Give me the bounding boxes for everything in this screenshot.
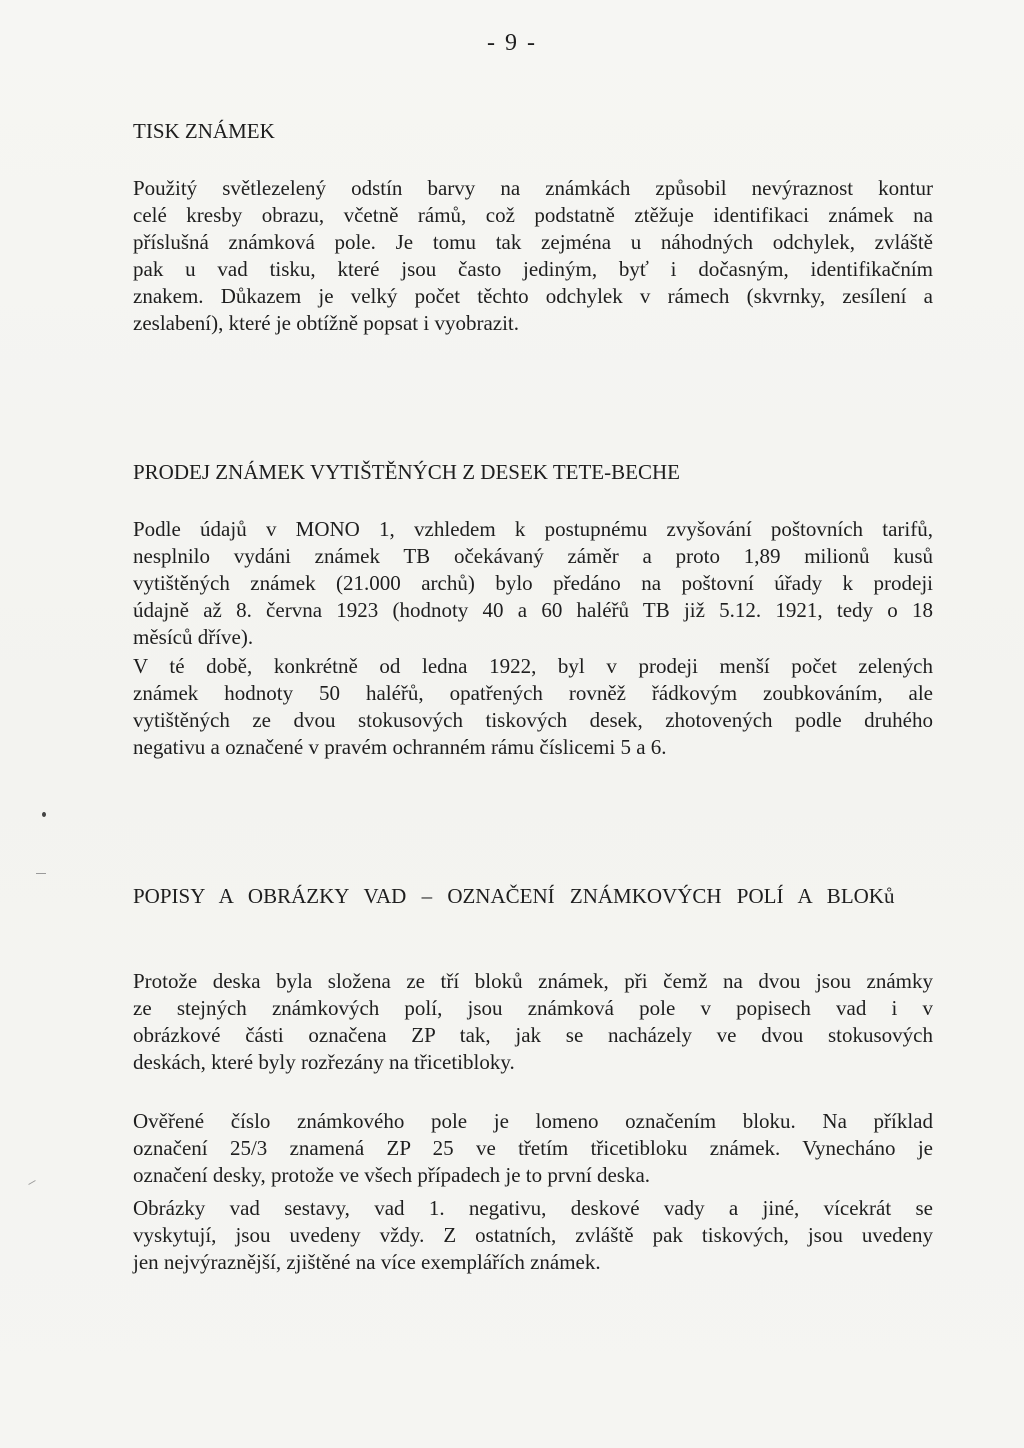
text-line: Podle údajů v MONO 1, vzhledem k postupnému zvyšování poštovních tarifů,	[133, 517, 933, 541]
scan-margin-mark	[36, 873, 46, 874]
paragraph-defects-numbering	[133, 1108, 933, 1189]
page-number: - 9 -	[487, 30, 537, 56]
paragraph-sale-mono	[133, 516, 933, 651]
scan-margin-mark	[28, 1180, 35, 1185]
text-line: měsíců dříve).	[133, 625, 254, 649]
scan-speck	[42, 812, 46, 817]
section-heading-sale: PRODEJ ZNÁMEK VYTIŠTĚNÝCH Z DESEK TETE-BECHE	[133, 460, 680, 484]
text-line: vytištěných ze dvou stokusových tiskových desek, zhotovených podle druhého	[133, 708, 933, 732]
text-line: deskách, které byly rozřezány na třicetibloky.	[133, 1050, 515, 1074]
text-line: V té době, konkrétně od ledna 1922, byl v prodeji menší počet zelených	[133, 654, 933, 678]
text-line: celé kresby obrazu, včetně rámů, což podstatně ztěžuje identifikaci známek na	[133, 203, 933, 227]
text-line: Ověřené číslo známkového pole je lomeno označením bloku. Na příklad	[133, 1109, 933, 1133]
text-line: obrázkové části označena ZP tak, jak se nacházely ve dvou stokusových	[133, 1023, 933, 1047]
paragraph-defects-blocks	[133, 968, 933, 1076]
paragraph-defects-images	[133, 1195, 933, 1276]
text-line: vyskytují, jsou uvedeny vždy. Z ostatních, zvláště pak tiskových, jsou uvedeny	[133, 1223, 933, 1247]
text-line: označení desky, protože ve všech případech je to první deska.	[133, 1163, 651, 1187]
text-line: vytištěných známek (21.000 archů) bylo předáno na poštovní úřady k prodeji	[133, 571, 933, 595]
section-heading-print: TISK ZNÁMEK	[133, 119, 275, 143]
text-line: Použitý světlezelený odstín barvy na známkách způsobil nevýraznost kontur	[133, 176, 933, 200]
text-line: zeslabení), které je obtížně popsat i vyobrazit.	[133, 311, 520, 335]
text-line: ze stejných známkových polí, jsou známková pole v popisech vad i v	[133, 996, 933, 1020]
paragraph-sale-1922	[133, 653, 933, 761]
text-line: znakem. Důkazem je velký počet těchto odchylek v rámech (skvrnky, zesílení a	[133, 284, 933, 308]
text-line: označení 25/3 znamená ZP 25 ve třetím třicetibloku známek. Vynecháno je	[133, 1136, 933, 1160]
text-line: pak u vad tisku, které jsou často jediným, byť i dočasným, identifikačním	[133, 257, 933, 281]
text-line: nesplnilo vydáni známek TB očekávaný záměr a proto 1,89 milionů kusů	[133, 544, 933, 568]
text-line: jen nejvýraznější, zjištěné na více exemplářích známek.	[133, 1250, 601, 1274]
paragraph-print-description	[133, 175, 933, 337]
text-line: Protože deska byla složena ze tří bloků známek, při čemž na dvou jsou známky	[133, 969, 933, 993]
text-line: údajně až 8. června 1923 (hodnoty 40 a 60 haléřů TB již 5.12. 1921, tedy o 18	[133, 598, 933, 622]
text-line: Obrázky vad sestavy, vad 1. negativu, deskové vady a jiné, vícekrát se	[133, 1196, 933, 1220]
text-line: známek hodnoty 50 haléřů, opatřených rovněž řádkovým zoubkováním, ale	[133, 681, 933, 705]
section-heading-defects: POPISY A OBRÁZKY VAD – OZNAČENÍ ZNÁMKOVÝCH POLÍ A BLOKů	[133, 884, 895, 908]
text-line: příslušná známková pole. Je tomu tak zejména u náhodných odchylek, zvláště	[133, 230, 933, 254]
text-line: negativu a označené v pravém ochranném rámu číslicemi 5 a 6.	[133, 735, 667, 759]
